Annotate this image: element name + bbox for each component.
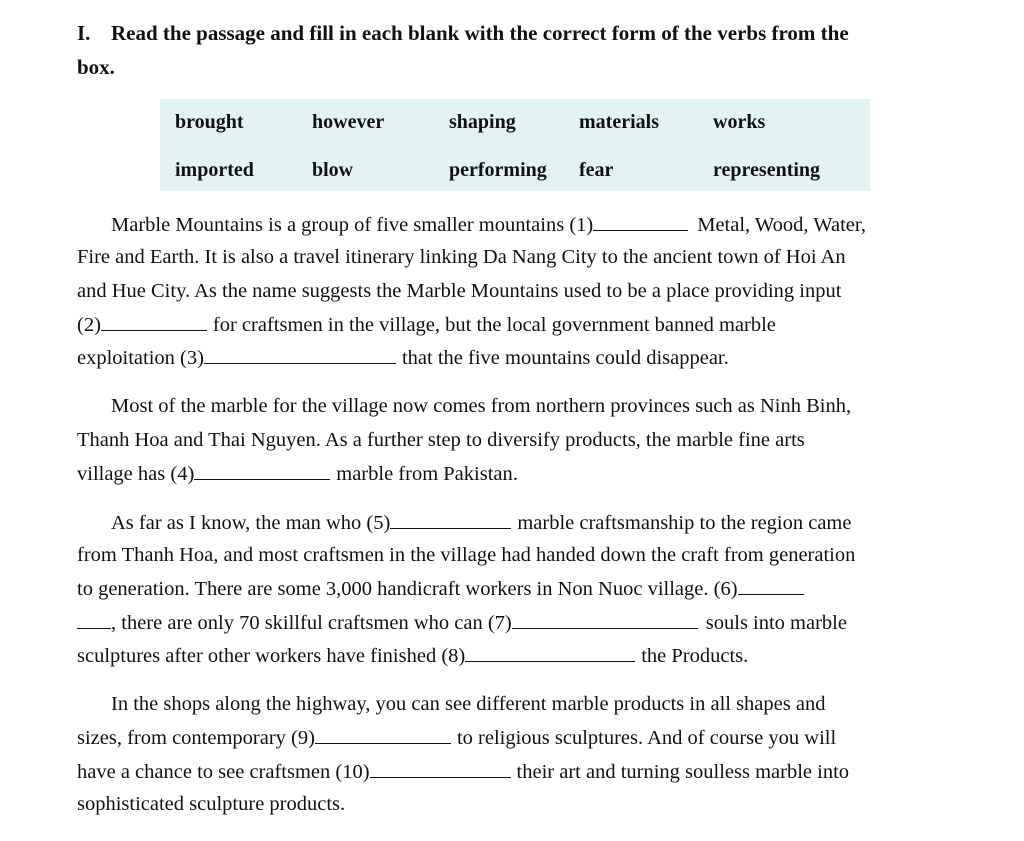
passage-text: sizes, from contemporary (9) [77, 727, 315, 749]
blank-4[interactable] [194, 461, 330, 480]
passage-text: to generation. There are some 3,000 handicraft workers in Non Nuoc village. (6) [77, 578, 738, 600]
passage-line [77, 576, 804, 601]
passage-text: sculptures after other workers have finished (8) [77, 645, 466, 667]
passage-line [77, 610, 847, 635]
word-option: materials [579, 111, 659, 133]
passage-line [77, 759, 849, 784]
blank-1[interactable] [593, 212, 688, 231]
word-option: however [312, 111, 385, 133]
blank-6-continued[interactable] [77, 610, 111, 629]
passage-line [77, 643, 748, 668]
word-option: works [713, 111, 766, 133]
passage-text: , there are only 70 skillful craftsmen who can (7) [111, 612, 512, 634]
word-option: representing [713, 159, 821, 181]
blank-3[interactable] [204, 345, 396, 364]
word-option: imported [175, 159, 254, 181]
blank-10[interactable] [370, 759, 511, 778]
passage-line [77, 725, 836, 750]
blank-6[interactable] [738, 576, 804, 595]
passage-line: Most of the marble for the village now comes from northern provinces such as Ninh Binh, [111, 395, 852, 417]
passage-line: In the shops along the highway, you can see different marble products in all shapes and [111, 693, 826, 715]
passage-text: marble craftsmanship to the region came [517, 512, 852, 534]
blank-7[interactable] [512, 610, 698, 629]
passage-text: to religious sculptures. And of course you will [456, 727, 837, 749]
blank-5[interactable] [390, 510, 511, 529]
passage-text: for craftsmen in the village, but the local government banned marble [212, 314, 776, 336]
passage-line: Thanh Hoa and Thai Nguyen. As a further step to diversify products, the marble fine arts [77, 429, 805, 451]
word-box [160, 99, 870, 191]
passage-line: Fire and Earth. It is also a travel itinerary linking Da Nang City to the ancient town of Hoi An [77, 246, 846, 268]
passage-text: that the five mountains could disappear. [401, 347, 729, 369]
passage-text: village has (4) [77, 463, 195, 485]
passage-text: Marble Mountains is a group of five smaller mountains (1) [111, 214, 594, 236]
passage-text: Metal, Wood, Water, [697, 214, 866, 236]
heading-line-1 [77, 16, 977, 50]
passage-text: the Products. [641, 645, 749, 667]
passage-line [77, 345, 729, 370]
passage-line [111, 212, 866, 237]
passage-line [77, 312, 776, 337]
passage-line [111, 510, 851, 535]
passage-text: have a chance to see craftsmen (10) [77, 761, 370, 783]
passage-text: exploitation (3) [77, 347, 204, 369]
passage-line: from Thanh Hoa, and most craftsmen in the village had handed down the craft from generation [77, 544, 856, 566]
passage-text: their art and turning soulless marble into [516, 761, 850, 783]
word-option: performing [449, 159, 547, 181]
heading-line-2: box. [77, 55, 115, 79]
instruction-text: Read the passage and fill in each blank with the correct form of the verbs from the [111, 21, 849, 45]
passage-line: and Hue City. As the name suggests the Marble Mountains used to be a place providing input [77, 280, 842, 302]
exercise-number: I. [77, 21, 91, 45]
passage-line: sophisticated sculpture products. [77, 793, 346, 815]
word-option: shaping [449, 111, 516, 133]
word-option: fear [579, 159, 614, 181]
word-option: blow [312, 159, 354, 181]
blank-9[interactable] [315, 725, 451, 744]
blank-2[interactable] [101, 312, 207, 331]
passage-text: marble from Pakistan. [336, 463, 518, 485]
passage-text: As far as I know, the man who (5) [111, 512, 391, 534]
word-option: brought [175, 111, 244, 133]
passage-line [77, 461, 518, 486]
exercise-heading [77, 16, 977, 84]
passage-text: (2) [77, 314, 101, 336]
passage-text: souls into marble [705, 612, 847, 634]
blank-8[interactable] [465, 643, 635, 662]
